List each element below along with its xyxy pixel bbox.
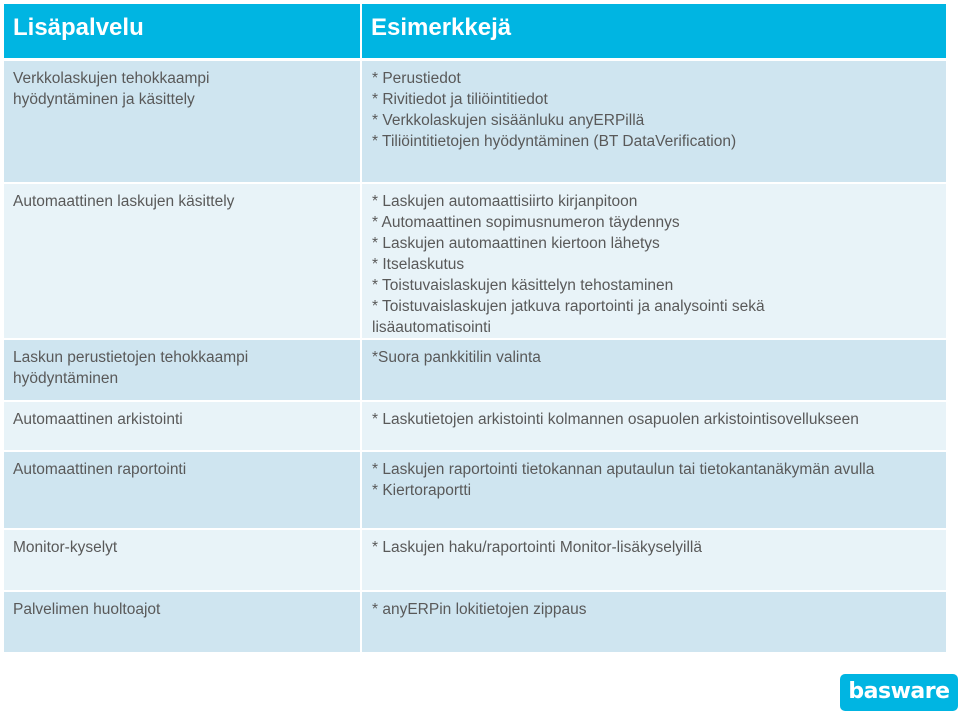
row-examples: *Suora pankkitilin valinta [362,340,946,402]
row-service: Monitor-kyselyt [4,530,362,592]
row-service: Automaattinen arkistointi [4,402,362,452]
row-service: Verkkolaskujen tehokkaampi hyödyntäminen ja käsittely [4,61,362,184]
row-examples: * Laskujen raportointi tietokannan aputaulun tai tietokantanäkymän avulla * Kiertoraportti [362,452,946,530]
row-examples: * Laskutietojen arkistointi kolmannen osapuolen arkistointisovellukseen [362,402,946,452]
header-examples: Esimerkkejä [362,4,946,61]
row-service: Laskun perustietojen tehokkaampi hyödyntäminen [4,340,362,402]
basware-logo [840,674,958,711]
logo-text: basware [848,678,950,704]
row-service: Automaattinen raportointi [4,452,362,530]
row-examples: * Laskujen automaattisiirto kirjanpitoon * Automaattinen sopimusnumeron täydennys * Laskujen automaattinen kiertoon lähetys * Itselaskutus * Toistuvaislaskujen käsittelyn tehostaminen * Toistuvaislaskujen jatkuva raportointi ja analysointi sekä lisäautomatisointi [362,184,946,340]
row-examples: * anyERPin lokitietojen zippaus [362,592,946,654]
row-examples: * Perustiedot * Rivitiedot ja tiliöintitiedot * Verkkolaskujen sisäänluku anyERPillä * Tiliöintitietojen hyödyntäminen (BT DataVerification) [362,61,946,184]
row-service: Automaattinen laskujen käsittely [4,184,362,340]
row-service: Palvelimen huoltoajot [4,592,362,654]
header-service: Lisäpalvelu [4,4,362,61]
row-examples: * Laskujen haku/raportointi Monitor-lisäkyselyillä [362,530,946,592]
services-table [4,4,946,654]
